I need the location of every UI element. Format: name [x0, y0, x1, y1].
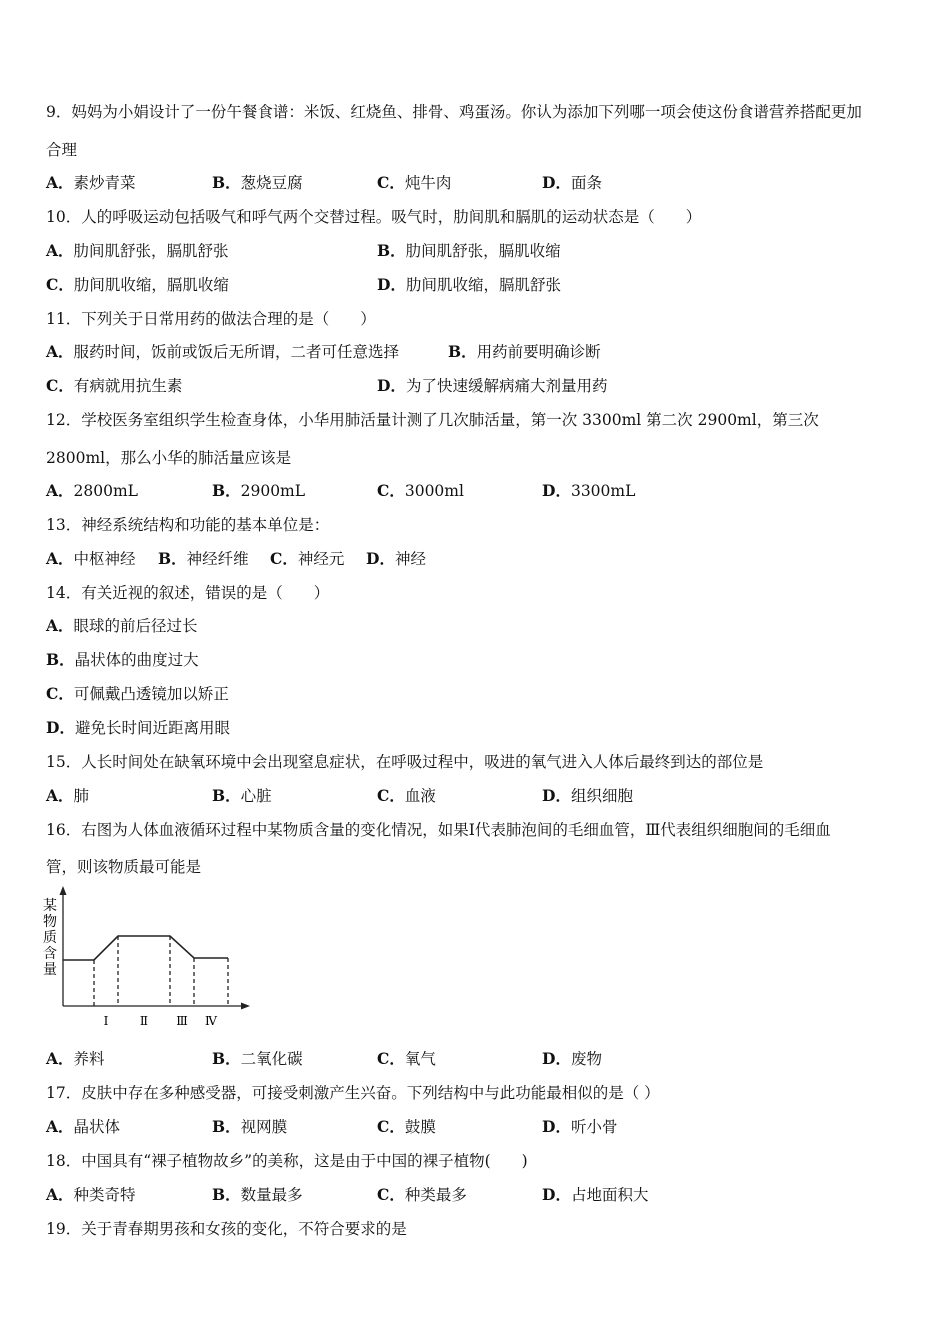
option-text: 血液 [404, 787, 436, 805]
option-text: 肋间肌舒张，膈肌收缩 [405, 242, 561, 260]
option-text: 占地面积大 [570, 1186, 649, 1204]
option-text: 种类最多 [404, 1186, 467, 1204]
option-label: D． [542, 786, 571, 805]
q18-option-d [542, 1185, 648, 1205]
option-text: 葱烧豆腐 [240, 174, 303, 192]
option-label: D． [542, 481, 571, 500]
option-label: D． [542, 1185, 571, 1204]
ylabel-char: 量 [43, 962, 57, 978]
q9-option-b [212, 173, 303, 193]
q13-stem: 13．神经系统结构和功能的基本单位是： [46, 516, 330, 534]
q15-stem: 15．人长时间处在缺氧环境中会出现窒息症状，在呼吸过程中，吸进的氧气进入人体后最终到达的部位是 [46, 753, 764, 771]
q17-option-a [46, 1117, 120, 1137]
option-label: A． [46, 342, 74, 361]
option-text: 种类奇特 [73, 1186, 136, 1204]
ylabel-char: 含 [43, 946, 57, 962]
option-text: 素炒青菜 [73, 174, 136, 192]
q13-option-d [366, 549, 426, 569]
content-curve [63, 936, 228, 960]
option-text: 视网膜 [240, 1118, 288, 1136]
option-label: C． [377, 1049, 405, 1068]
option-text: 炖牛肉 [404, 174, 452, 192]
option-text: 神经纤维 [186, 550, 249, 568]
q14-option-b [46, 650, 199, 670]
xlabel-iv: Ⅳ [205, 1014, 217, 1028]
q12-stem-line1: 12．学校医务室组织学生检查身体，小华用肺活量计测了几次肺活量，第一次 3300ml 第二次 2900ml，第三次 [46, 411, 819, 429]
q9-stem-line2: 合理 [46, 141, 78, 159]
option-label: A． [46, 616, 74, 635]
option-text: 神经 [394, 550, 426, 568]
xlabel-iii: Ⅲ [176, 1014, 188, 1028]
option-text: 二氧化碳 [240, 1050, 303, 1068]
option-label: C． [377, 173, 405, 192]
q17-option-c [377, 1117, 436, 1137]
q15-option-c [377, 786, 436, 806]
option-text: 可佩戴凸透镜加以矫正 [73, 685, 229, 703]
option-text: 养料 [73, 1050, 105, 1068]
q9-stem-line1: 9．妈妈为小娟设计了一份午餐食谱：米饭、红烧鱼、排骨、鸡蛋汤。你认为添加下列哪一项会使这份食谱营养搭配更加 [46, 103, 862, 121]
option-text: 2900mL [240, 482, 306, 500]
option-label: C． [270, 549, 298, 568]
q14-stem: 14．有关近视的叙述，错误的是（ ） [46, 584, 330, 602]
q9-option-a [46, 173, 136, 193]
q16-option-c [377, 1049, 436, 1069]
option-text: 组织细胞 [570, 787, 633, 805]
q16-stem-line2: 管，则该物质最可能是 [46, 858, 202, 876]
q17-option-b [212, 1117, 287, 1137]
q10-option-d [377, 275, 561, 295]
q14-option-c [46, 684, 229, 704]
q12-option-d [542, 481, 635, 501]
option-text: 服药时间，饭前或饭后无所谓，二者可任意选择 [73, 343, 400, 361]
q18-option-b [212, 1185, 303, 1205]
option-label: A． [46, 549, 74, 568]
q12-option-b [212, 481, 305, 501]
q18-option-c [377, 1185, 467, 1205]
option-label: C． [377, 481, 405, 500]
option-label: B． [212, 481, 241, 500]
option-text: 废物 [570, 1050, 602, 1068]
option-label: B． [212, 1117, 241, 1136]
q9-option-d [542, 173, 602, 193]
x-axis-arrow [241, 1003, 250, 1010]
ylabel-char: 某 [43, 898, 57, 914]
option-label: B． [212, 786, 241, 805]
option-text: 氧气 [404, 1050, 436, 1068]
q10-option-c [46, 275, 229, 295]
option-label: B． [377, 241, 406, 260]
option-text: 肋间肌收缩，膈肌收缩 [73, 276, 229, 294]
q11-stem: 11．下列关于日常用药的做法合理的是（ ） [46, 310, 376, 328]
q15-option-b [212, 786, 272, 806]
option-label: C． [46, 275, 74, 294]
q11-option-b [448, 342, 601, 362]
option-text: 晶状体的曲度过大 [74, 651, 199, 669]
option-label: D． [46, 718, 75, 737]
q10-option-a [46, 241, 229, 261]
option-label: B． [212, 1049, 241, 1068]
option-label: B． [158, 549, 187, 568]
option-label: B． [448, 342, 477, 361]
q10-stem: 10．人的呼吸运动包括吸气和呼气两个交替过程。吸气时，肋间肌和膈肌的运动状态是（ ） [46, 208, 702, 226]
xlabel-i: Ⅰ [103, 1014, 109, 1028]
option-text: 用药前要明确诊断 [476, 343, 601, 361]
option-label: D． [377, 275, 406, 294]
q16-option-a [46, 1049, 105, 1069]
option-label: A． [46, 173, 74, 192]
option-label: D． [377, 376, 406, 395]
option-text: 肋间肌收缩，膈肌舒张 [405, 276, 561, 294]
option-text: 心脏 [240, 787, 272, 805]
option-label: A． [46, 1117, 74, 1136]
option-label: B． [212, 1185, 241, 1204]
q14-option-d [46, 718, 230, 738]
option-label: A． [46, 481, 74, 500]
option-text: 面条 [570, 174, 602, 192]
q9-option-c [377, 173, 451, 193]
option-text: 肋间肌舒张，膈肌舒张 [73, 242, 229, 260]
option-text: 有病就用抗生素 [73, 377, 183, 395]
option-text: 听小骨 [570, 1118, 618, 1136]
option-text: 肺 [73, 787, 90, 805]
option-label: C． [377, 786, 405, 805]
option-text: 2800mL [73, 482, 138, 500]
option-label: A． [46, 1049, 74, 1068]
option-label: C． [46, 376, 74, 395]
option-label: B． [46, 650, 75, 669]
ylabel-char: 物 [43, 914, 57, 930]
q12-option-a [46, 481, 138, 501]
q10-option-b [377, 241, 561, 261]
option-text: 数量最多 [240, 1186, 303, 1204]
option-text: 中枢神经 [73, 550, 136, 568]
q16-stem-line1: 16．右图为人体血液循环过程中某物质含量的变化情况，如果Ⅰ代表肺泡间的毛细血管，Ⅲ代表组织细胞间的毛细血 [46, 821, 831, 839]
option-label: A． [46, 786, 74, 805]
q11-option-a [46, 342, 399, 362]
option-label: C． [377, 1185, 405, 1204]
q11-option-c [46, 376, 182, 396]
q17-option-d [542, 1117, 617, 1137]
option-text: 3000ml [404, 482, 464, 500]
q17-stem: 17．皮肤中存在多种感受器，可接受刺激产生兴奋。下列结构中与此功能最相似的是（ ） [46, 1084, 660, 1102]
q16-substance-figure [40, 884, 255, 1032]
option-text: 为了快速缓解病痛大剂量用药 [405, 377, 608, 395]
q18-option-a [46, 1185, 136, 1205]
option-label: C． [46, 684, 74, 703]
ylabel-char: 质 [43, 930, 57, 946]
option-text: 神经元 [297, 550, 345, 568]
option-label: A． [46, 241, 74, 260]
q16-option-b [212, 1049, 303, 1069]
option-text: 避免长时间近距离用眼 [74, 719, 230, 737]
option-text: 晶状体 [73, 1118, 121, 1136]
q12-option-c [377, 481, 464, 501]
q14-option-a [46, 616, 198, 636]
option-label: C． [377, 1117, 405, 1136]
q13-option-a [46, 549, 136, 569]
q11-option-d [377, 376, 607, 396]
option-label: D． [542, 1117, 571, 1136]
q19-stem: 19．关于青春期男孩和女孩的变化，不符合要求的是 [46, 1220, 407, 1238]
q13-option-b [158, 549, 249, 569]
q16-option-d [542, 1049, 602, 1069]
option-label: D． [366, 549, 395, 568]
option-text: 眼球的前后径过长 [73, 617, 198, 635]
option-text: 3300mL [570, 482, 636, 500]
option-label: A． [46, 1185, 74, 1204]
q15-option-d [542, 786, 633, 806]
option-label: B． [212, 173, 241, 192]
option-label: D． [542, 1049, 571, 1068]
option-label: D． [542, 173, 571, 192]
q12-stem-line2: 2800ml，那么小华的肺活量应该是 [46, 449, 292, 467]
option-text: 鼓膜 [404, 1118, 436, 1136]
q13-option-c [270, 549, 344, 569]
y-axis-arrow [60, 886, 67, 895]
q18-stem: 18．中国具有“裸子植物故乡”的美称，这是由于中国的裸子植物( ) [46, 1152, 528, 1170]
xlabel-ii: Ⅱ [139, 1014, 149, 1028]
q15-option-a [46, 786, 89, 806]
